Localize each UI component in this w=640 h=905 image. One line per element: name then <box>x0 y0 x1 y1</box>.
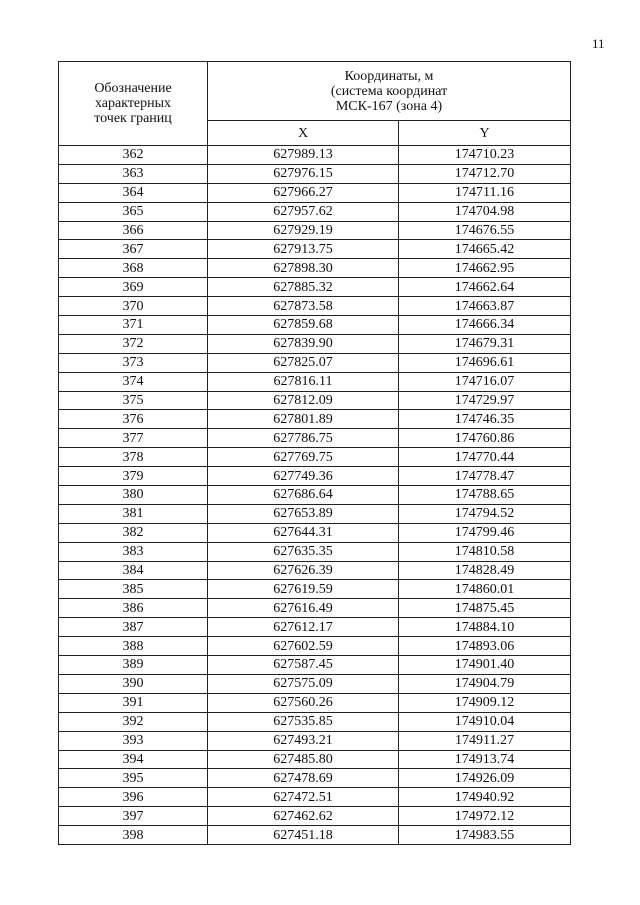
y-coordinate-cell: 174926.09 <box>399 769 571 788</box>
point-number-cell: 362 <box>59 146 208 165</box>
x-coordinate-cell: 627451.18 <box>208 826 399 845</box>
y-coordinate-cell: 174712.70 <box>399 164 571 183</box>
point-number-cell: 385 <box>59 580 208 599</box>
table-row <box>59 278 571 297</box>
table-row <box>59 334 571 353</box>
point-number-cell: 379 <box>59 467 208 486</box>
x-coordinate-cell: 627966.27 <box>208 183 399 202</box>
point-number-cell: 398 <box>59 826 208 845</box>
x-coordinate-cell: 627575.09 <box>208 674 399 693</box>
x-coordinate-cell: 627885.32 <box>208 278 399 297</box>
x-coordinate-cell: 627653.89 <box>208 504 399 523</box>
x-coordinate-cell: 627812.09 <box>208 391 399 410</box>
x-coordinate-cell: 627957.62 <box>208 202 399 221</box>
point-label-header <box>59 62 208 146</box>
point-number-cell: 367 <box>59 240 208 259</box>
x-coordinate-cell: 627989.13 <box>208 146 399 165</box>
y-coordinate-cell: 174662.64 <box>399 278 571 297</box>
point-number-cell: 388 <box>59 637 208 656</box>
y-coordinate-cell: 174665.42 <box>399 240 571 259</box>
table-row <box>59 674 571 693</box>
table-body <box>59 146 571 845</box>
table-row <box>59 807 571 826</box>
y-coordinate-cell: 174788.65 <box>399 486 571 505</box>
x-coordinate-cell: 627873.58 <box>208 297 399 316</box>
point-number-cell: 392 <box>59 712 208 731</box>
table-row <box>59 826 571 845</box>
y-coordinate-cell: 174913.74 <box>399 750 571 769</box>
point-number-cell: 390 <box>59 674 208 693</box>
y-coordinate-cell: 174679.31 <box>399 334 571 353</box>
x-coordinate-cell: 627839.90 <box>208 334 399 353</box>
table-row <box>59 769 571 788</box>
point-number-cell: 384 <box>59 561 208 580</box>
x-coordinate-cell: 627602.59 <box>208 637 399 656</box>
table-row <box>59 486 571 505</box>
point-label-line: характерных <box>94 96 172 111</box>
point-number-cell: 371 <box>59 316 208 335</box>
point-number-cell: 396 <box>59 788 208 807</box>
y-coordinate-cell: 174663.87 <box>399 297 571 316</box>
table-row <box>59 523 571 542</box>
coordinates-table <box>58 61 571 845</box>
y-coordinate-cell: 174810.58 <box>399 542 571 561</box>
table-row <box>59 542 571 561</box>
x-coordinate-cell: 627686.64 <box>208 486 399 505</box>
y-coordinate-cell: 174711.16 <box>399 183 571 202</box>
table-header <box>59 62 571 146</box>
table-row <box>59 410 571 429</box>
x-coordinate-cell: 627612.17 <box>208 618 399 637</box>
x-coordinate-cell: 627587.45 <box>208 656 399 675</box>
x-coordinate-cell: 627485.80 <box>208 750 399 769</box>
y-coordinate-cell: 174710.23 <box>399 146 571 165</box>
y-coordinate-cell: 174729.97 <box>399 391 571 410</box>
table-row <box>59 504 571 523</box>
x-coordinate-cell: 627929.19 <box>208 221 399 240</box>
point-number-cell: 394 <box>59 750 208 769</box>
y-coordinate-cell: 174696.61 <box>399 353 571 372</box>
point-number-cell: 395 <box>59 769 208 788</box>
table-row <box>59 183 571 202</box>
table-row <box>59 750 571 769</box>
y-coordinate-cell: 174704.98 <box>399 202 571 221</box>
coordinates-header <box>208 62 571 121</box>
y-coordinate-cell: 174904.79 <box>399 674 571 693</box>
y-coordinate-cell: 174983.55 <box>399 826 571 845</box>
y-coordinate-cell: 174799.46 <box>399 523 571 542</box>
y-coordinate-cell: 174884.10 <box>399 618 571 637</box>
x-coordinate-cell: 627478.69 <box>208 769 399 788</box>
x-coordinate-cell: 627472.51 <box>208 788 399 807</box>
table-row <box>59 164 571 183</box>
table-row <box>59 599 571 618</box>
table-row <box>59 637 571 656</box>
x-coordinate-cell: 627816.11 <box>208 372 399 391</box>
y-coordinate-cell: 174940.92 <box>399 788 571 807</box>
y-coordinate-cell: 174746.35 <box>399 410 571 429</box>
table-row <box>59 561 571 580</box>
y-coordinate-cell: 174901.40 <box>399 656 571 675</box>
x-column-header: X <box>208 121 399 146</box>
point-number-cell: 381 <box>59 504 208 523</box>
point-number-cell: 376 <box>59 410 208 429</box>
point-number-cell: 373 <box>59 353 208 372</box>
y-coordinate-cell: 174662.95 <box>399 259 571 278</box>
point-number-cell: 397 <box>59 807 208 826</box>
point-number-cell: 382 <box>59 523 208 542</box>
page-number: 11 <box>592 36 605 51</box>
table-row <box>59 731 571 750</box>
x-coordinate-cell: 627786.75 <box>208 429 399 448</box>
x-coordinate-cell: 627769.75 <box>208 448 399 467</box>
point-number-cell: 364 <box>59 183 208 202</box>
y-coordinate-cell: 174893.06 <box>399 637 571 656</box>
y-coordinate-cell: 174972.12 <box>399 807 571 826</box>
point-number-cell: 366 <box>59 221 208 240</box>
point-number-cell: 368 <box>59 259 208 278</box>
table-row <box>59 618 571 637</box>
y-coordinate-cell: 174778.47 <box>399 467 571 486</box>
table-row <box>59 372 571 391</box>
point-label-line: Обозначение <box>94 81 172 96</box>
y-coordinate-cell: 174875.45 <box>399 599 571 618</box>
point-number-cell: 372 <box>59 334 208 353</box>
table-row <box>59 448 571 467</box>
table-row <box>59 391 571 410</box>
table-row <box>59 259 571 278</box>
x-coordinate-cell: 627644.31 <box>208 523 399 542</box>
point-number-cell: 380 <box>59 486 208 505</box>
coordinates-title-line: (система координат <box>330 83 448 99</box>
y-coordinate-cell: 174828.49 <box>399 561 571 580</box>
table-row <box>59 712 571 731</box>
x-coordinate-cell: 627462.62 <box>208 807 399 826</box>
x-coordinate-cell: 627859.68 <box>208 316 399 335</box>
x-coordinate-cell: 627493.21 <box>208 731 399 750</box>
point-number-cell: 369 <box>59 278 208 297</box>
table-row <box>59 221 571 240</box>
y-coordinate-cell: 174716.07 <box>399 372 571 391</box>
table-row <box>59 146 571 165</box>
table-row <box>59 353 571 372</box>
x-coordinate-cell: 627801.89 <box>208 410 399 429</box>
table-row <box>59 297 571 316</box>
point-number-cell: 374 <box>59 372 208 391</box>
point-number-cell: 387 <box>59 618 208 637</box>
y-coordinate-cell: 174676.55 <box>399 221 571 240</box>
coordinates-title-line: МСК-167 (зона 4) <box>335 98 443 114</box>
point-number-cell: 393 <box>59 731 208 750</box>
y-coordinate-cell: 174760.86 <box>399 429 571 448</box>
y-coordinate-cell: 174910.04 <box>399 712 571 731</box>
y-column-header: Y <box>399 121 571 146</box>
table-row <box>59 693 571 712</box>
y-coordinate-cell: 174911.27 <box>399 731 571 750</box>
x-coordinate-cell: 627626.39 <box>208 561 399 580</box>
table-row <box>59 429 571 448</box>
table-row <box>59 467 571 486</box>
point-number-cell: 386 <box>59 599 208 618</box>
table-row <box>59 788 571 807</box>
point-number-cell: 377 <box>59 429 208 448</box>
point-number-cell: 383 <box>59 542 208 561</box>
x-coordinate-cell: 627825.07 <box>208 353 399 372</box>
point-number-cell: 363 <box>59 164 208 183</box>
x-coordinate-cell: 627616.49 <box>208 599 399 618</box>
x-coordinate-cell: 627535.85 <box>208 712 399 731</box>
x-coordinate-cell: 627560.26 <box>208 693 399 712</box>
point-number-cell: 370 <box>59 297 208 316</box>
y-coordinate-cell: 174666.34 <box>399 316 571 335</box>
table-row <box>59 202 571 221</box>
x-coordinate-cell: 627619.59 <box>208 580 399 599</box>
y-coordinate-cell: 174909.12 <box>399 693 571 712</box>
x-coordinate-cell: 627635.35 <box>208 542 399 561</box>
table-row <box>59 240 571 259</box>
x-coordinate-cell: 627898.30 <box>208 259 399 278</box>
x-coordinate-cell: 627749.36 <box>208 467 399 486</box>
x-coordinate-cell: 627976.15 <box>208 164 399 183</box>
y-coordinate-cell: 174794.52 <box>399 504 571 523</box>
table-row <box>59 580 571 599</box>
table-row <box>59 316 571 335</box>
coordinates-title-line: Координаты, м <box>344 68 434 84</box>
point-label-line: точек границ <box>94 111 172 126</box>
point-number-cell: 389 <box>59 656 208 675</box>
y-coordinate-cell: 174860.01 <box>399 580 571 599</box>
point-number-cell: 391 <box>59 693 208 712</box>
y-coordinate-cell: 174770.44 <box>399 448 571 467</box>
point-number-cell: 378 <box>59 448 208 467</box>
point-number-cell: 375 <box>59 391 208 410</box>
point-number-cell: 365 <box>59 202 208 221</box>
x-coordinate-cell: 627913.75 <box>208 240 399 259</box>
table-row <box>59 656 571 675</box>
